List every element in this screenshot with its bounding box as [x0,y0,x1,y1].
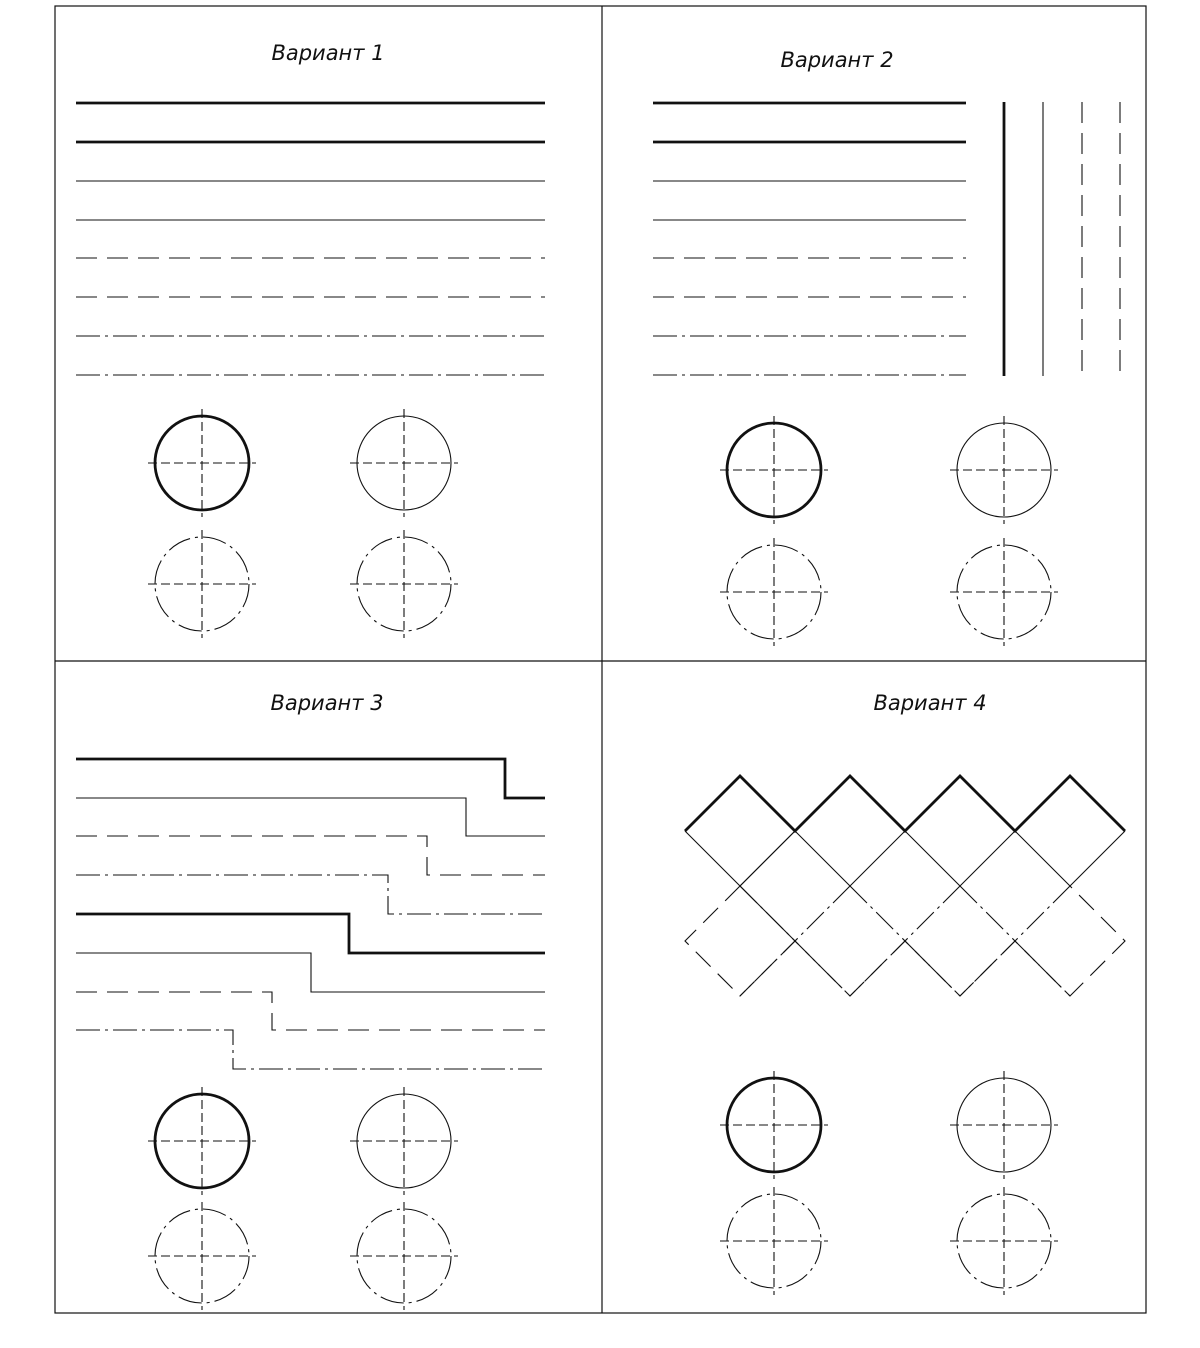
panel-2-circles [720,416,1058,646]
panel-2-line-samples [653,103,966,375]
stepped-dashed-line [76,836,545,875]
stepped-thick-line [76,914,545,953]
thin-lattice-line [740,831,795,886]
panel-4-diamond-lattice [685,776,1125,996]
panel-2-vertical-samples [1004,102,1120,376]
stepped-thin-line [76,798,545,836]
sheet-frame [55,6,1146,1313]
stepped-dashed-line [76,992,545,1030]
panel-3-stepped-lines [76,759,545,1069]
panel-4-title: Вариант 4 [873,691,987,715]
panel-4-circles [720,1071,1058,1295]
panel-1-line-samples [76,103,545,375]
panel-4 [685,776,1125,1295]
stepped-dash-dot-line [76,1030,545,1069]
stepped-thick-line [76,759,545,798]
thick-zigzag-line [685,776,1125,831]
outer-border [55,6,1146,1313]
panel-3-circles [148,1087,458,1310]
stepped-thin-line [76,953,545,992]
panel-1-circles [148,409,458,638]
panel-3 [76,759,545,1310]
panel-2-title: Вариант 2 [780,48,894,72]
panel-3-title: Вариант 3 [270,691,384,715]
panel-1-title: Вариант 1 [271,41,385,65]
stepped-dash-dot-line [76,875,545,914]
panel-2 [653,102,1120,646]
panel-1 [76,103,545,638]
thin-zigzag-line [685,831,1125,886]
